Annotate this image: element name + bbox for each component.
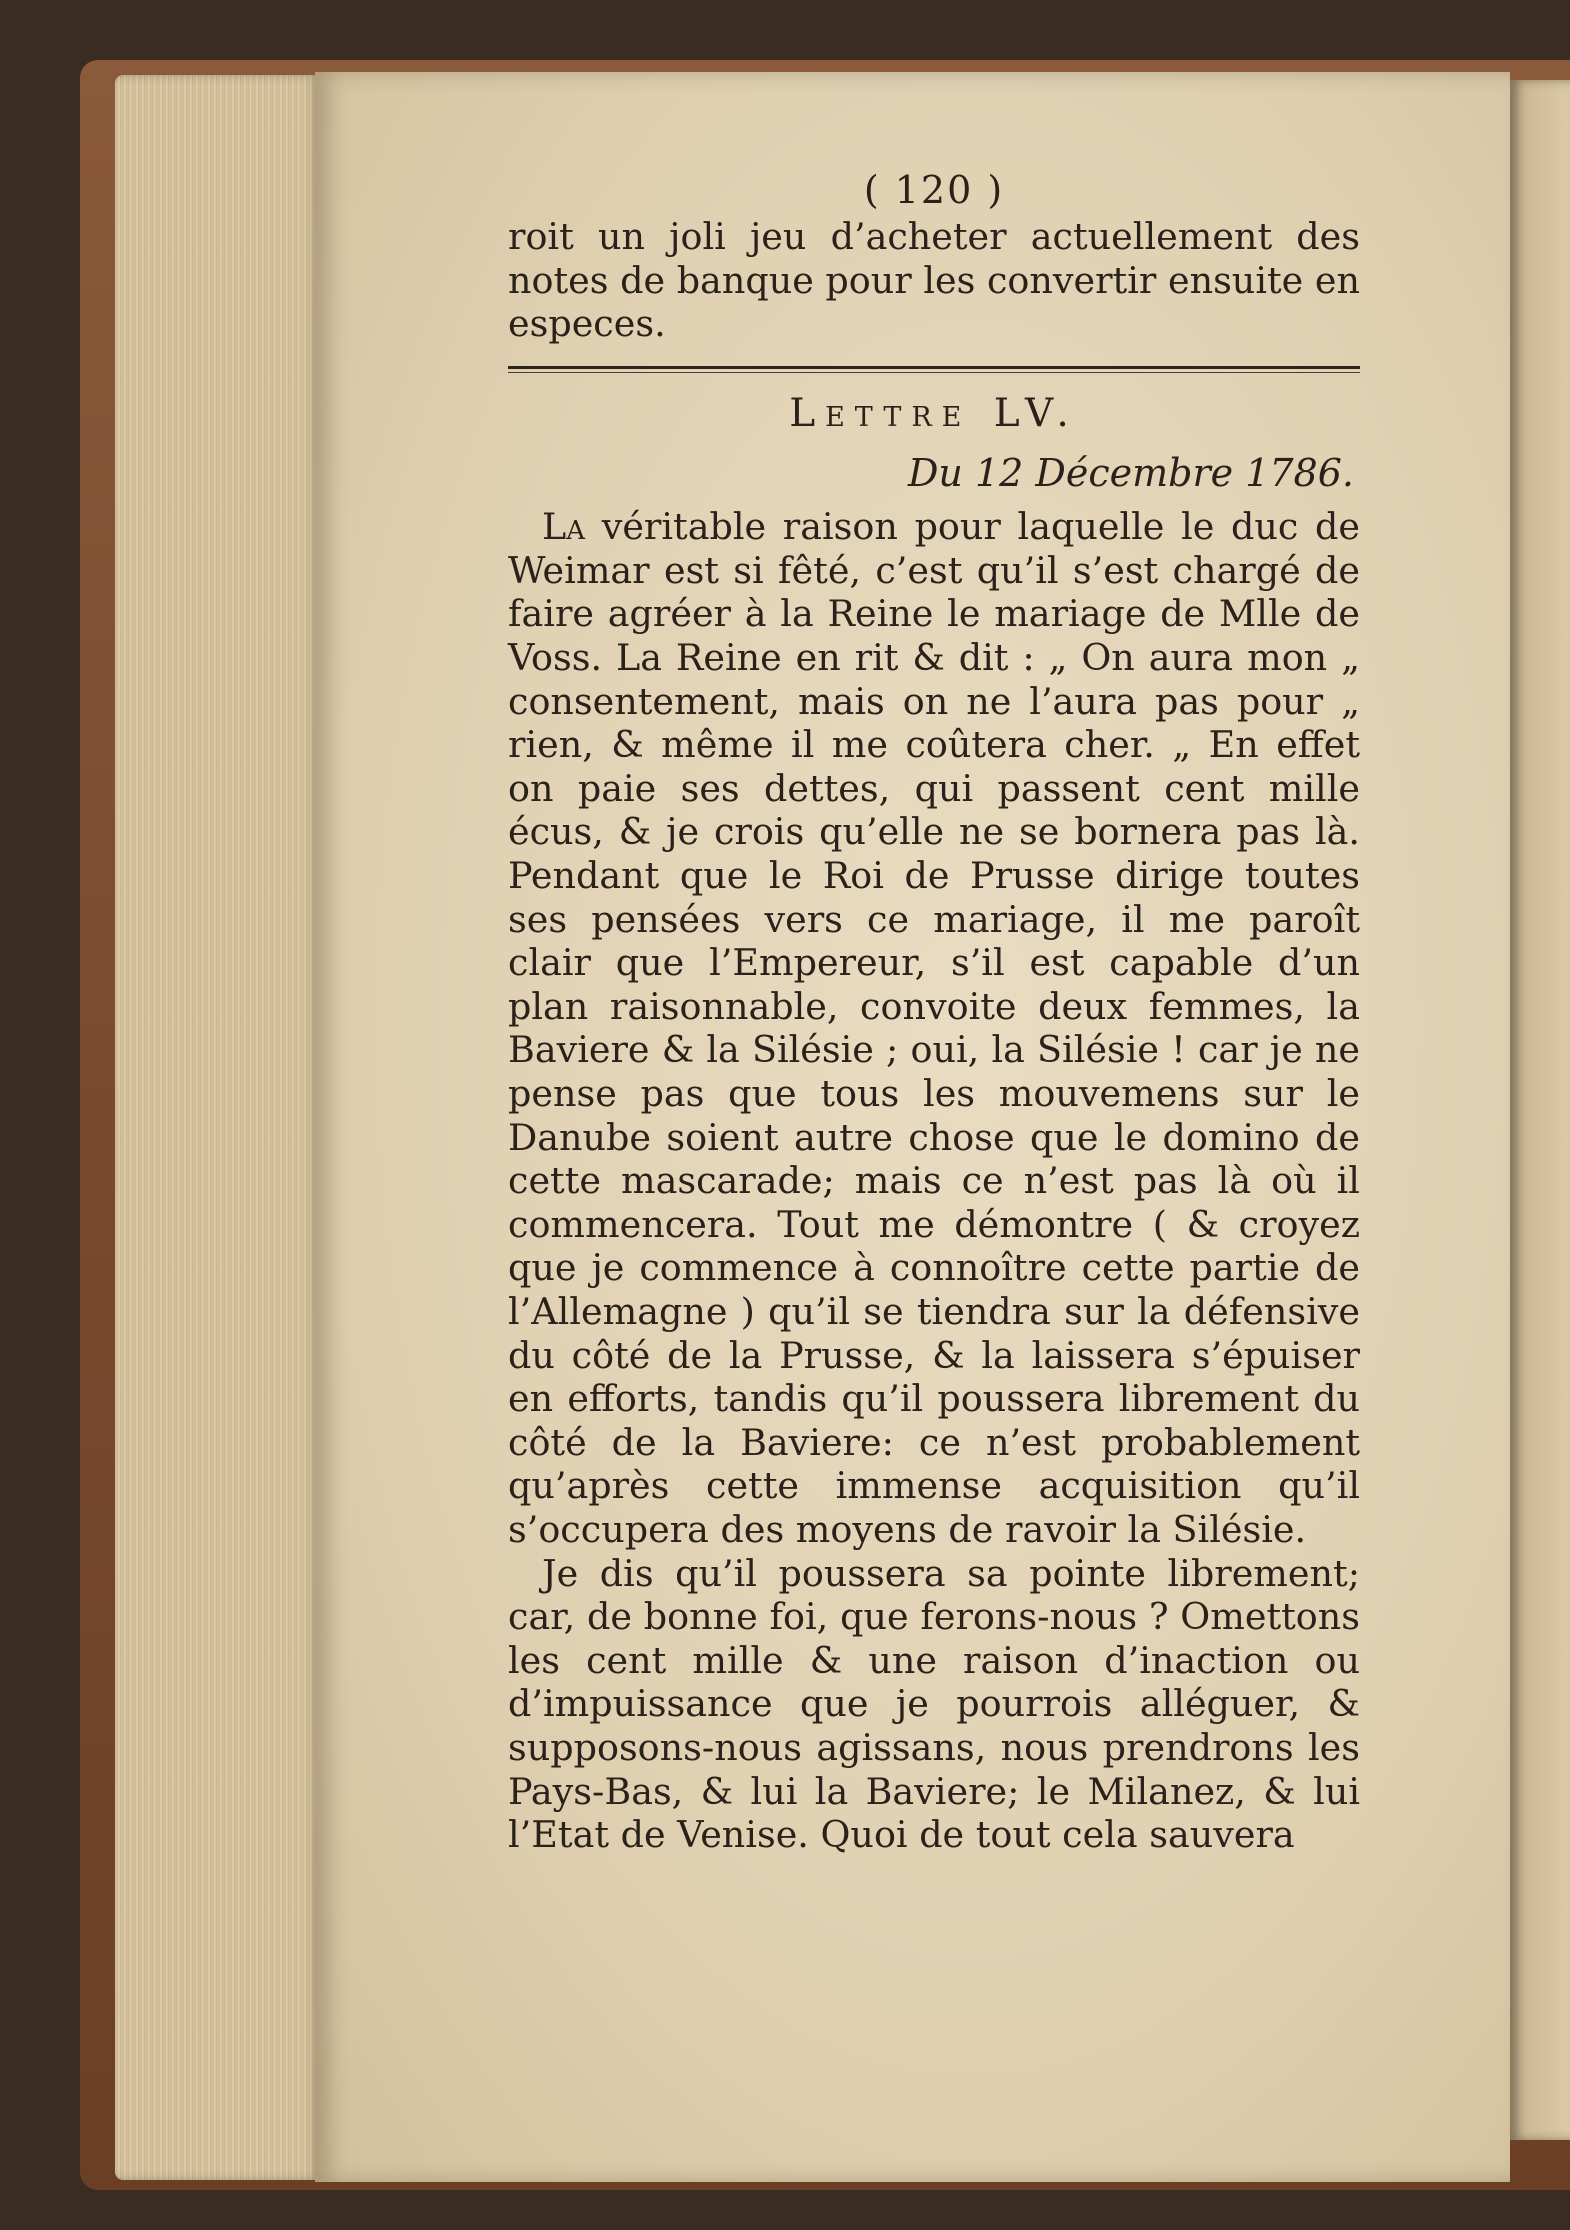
paragraph-1-text: véritable raison pour laquelle le duc de Weimar est si fêté, c’est qu’il s’est chargé de faire agréer à la Reine le mariage de Mlle de Voss. La Reine en rit & dit : „ On aura mon „ consentement, mais on ne l’aura pas pour „ rien, & même il me coûtera cher. „ En effet on paie ses dettes, qui passent cent mille écus, & je crois qu’elle ne se bornera pas là. Pendant que le Roi de Prusse dirige toutes ses pensées vers ce mariage, il me paroît clair que l’Empereur, s’il est capable d’un plan raisonnable, convoite deux femmes, la Baviere & la Silésie ; oui, la Silésie ! car je ne pense pas que tous les mouvemens sur le Danube soient autre chose que le domino de cette mascarade; mais ce n’est pas là où il commencera. Tout me démontre ( & croyez que je commence à connoître cette partie de l’Allemagne ) qu’il se tiendra sur la défensive du côté de la Prusse, & la laissera s’épuiser en efforts, tandis qu’il poussera librement du côté de la Baviere: ce n’est probablement qu’après cette immense acquisition qu’il s’occupera des moyens de ravoir la Silésie. xyxy=(508,505,1360,1551)
facing-page-edge xyxy=(1510,80,1570,2140)
page-content xyxy=(508,165,1360,1857)
first-word: La xyxy=(542,505,586,549)
divider-thick xyxy=(508,366,1360,369)
paragraph-2: Je dis qu’il poussera sa pointe librement; car, de bonne foi, que ferons-nous ? Omettons les cent mille & une raison d’inaction ou d’impuissance que je pourrois alléguer, & supposons-nous agissans, nous prendrons les Pays-Bas, & lui la Baviere; le Milanez, & lui l’Etat de Venise. Quoi de tout cela sauvera xyxy=(508,1551,1360,1857)
divider-thin xyxy=(508,372,1360,374)
section-divider xyxy=(508,366,1360,374)
letter-date: Du 12 Décembre 1786. xyxy=(907,451,1354,496)
opening-paragraph: roit un joli jeu d’acheter actuellement des notes de banque pour les convertir ensuite en especes. xyxy=(508,215,1360,346)
page-number: ( 120 ) xyxy=(863,168,1005,212)
paragraph-1 xyxy=(508,505,1360,1551)
letter-heading: Lettre LV. xyxy=(789,391,1079,437)
page-edges xyxy=(115,75,320,2180)
